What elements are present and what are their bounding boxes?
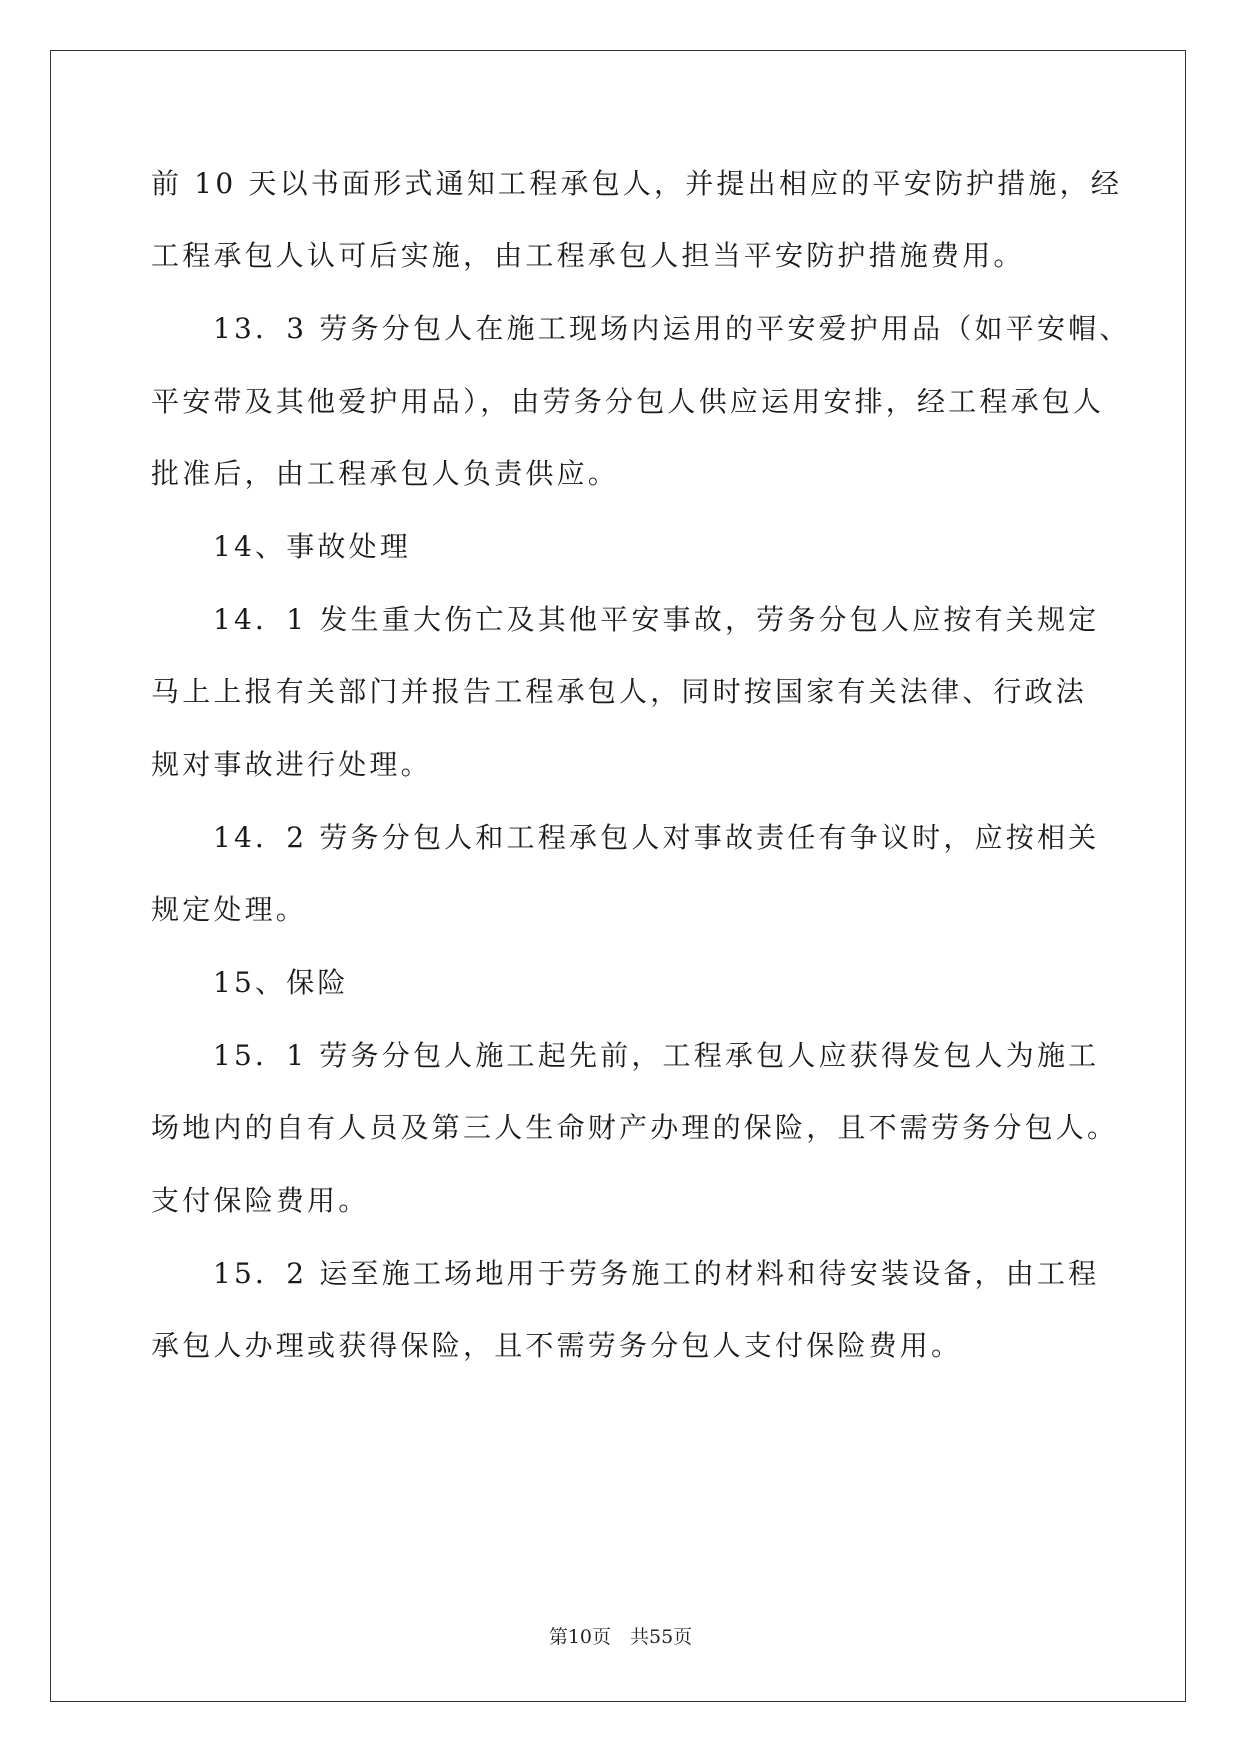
text-line: 平安带及其他爱护用品），由劳务分包人供应运用安排，经工程承包人 xyxy=(151,385,1105,418)
text-line: 规对事故进行处理。 xyxy=(151,748,432,781)
section-heading: 15、保险 xyxy=(213,966,349,999)
section-heading: 14、事故处理 xyxy=(213,530,412,563)
text-line: 马上上报有关部门并报告工程承包人，同时按国家有关法律、行政法 xyxy=(151,675,1088,708)
text-line: 规定处理。 xyxy=(151,893,308,926)
page-number: 第10页 共55页 xyxy=(548,1626,693,1648)
text-line: 场地内的自有人员及第三人生命财产办理的保险，且不需劳务分包人。 xyxy=(151,1111,1119,1144)
text-line: 前 10 天以书面形式通知工程承包人，并提出相应的平安防护措施，经 xyxy=(151,167,1123,200)
text-line: 14．1 发生重大伤亡及其他平安事故，劳务分包人应按有关规定 xyxy=(213,603,1100,636)
text-line: 支付保险费用。 xyxy=(151,1184,370,1217)
text-line: 15．2 运至施工场地用于劳务施工的材料和待安装设备，由工程 xyxy=(213,1257,1100,1290)
page-border xyxy=(50,50,1186,1702)
text-line: 13．3 劳务分包人在施工现场内运用的平安爱护用品（如平安帽、 xyxy=(213,312,1131,345)
text-line: 工程承包人认可后实施，由工程承包人担当平安防护措施费用。 xyxy=(151,239,1025,272)
text-line: 承包人办理或获得保险，且不需劳务分包人支付保险费用。 xyxy=(151,1329,963,1362)
text-line: 15．1 劳务分包人施工起先前，工程承包人应获得发包人为施工 xyxy=(213,1039,1100,1072)
text-line: 14．2 劳务分包人和工程承包人对事故责任有争议时，应按相关 xyxy=(213,821,1100,854)
text-line: 批准后，由工程承包人负责供应。 xyxy=(151,457,620,490)
